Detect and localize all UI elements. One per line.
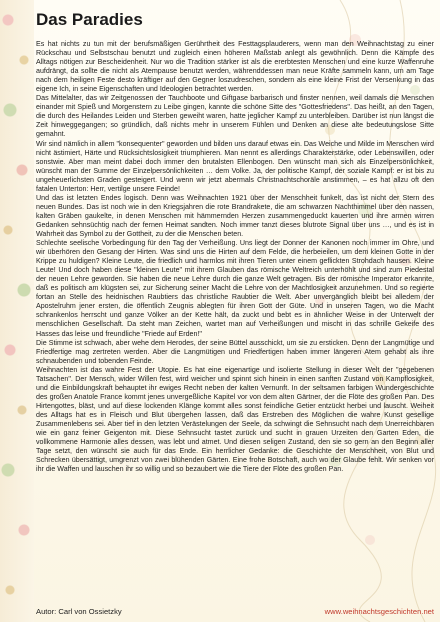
- paragraph-2: Das Mittelalter, das wir Zeitgenossen der Tauchboote und Giftgase barbarisch und finster nennen, weil damals die Menschen einander mit Spieß und Morgenstern zu Leibe gingen, kannte die schöne Sitte des "Gottesfriedens". Das heißt, an den Tagen, die durch des Heilandes Leiden und Sterben geweiht waren, hatte jeglicher Kampf zu unterbleiben. Darüber ist nun längst die Zeit hinweggegangen; so gründlich, daß nichts mehr in unserem Fühlen und Denken an diese alte bedeutungslose Sitte gemahnt.: [36, 94, 434, 139]
- paragraph-7: Weihnachten ist das wahre Fest der Utopie. Es hat eine eigenartige und isolierte Stellung in dieser Welt der "gegebenen Tatsachen". Der Mensch, wider Willen fest, wird weicher und spinnt sich hinein in einen sanften Zustand von Kampflosigkeit, und die Einbildungskraft behauptet ihr ewiges Recht neben der kalten Vernunft. In der seltsamen farbigen Wundergeschichte des großen Anatole France kommt jenes unvergeßliche Kapitel vor von dem alten Gärtner, der die Flöte des großen Pan. Des Hirtengottes, bläst, und auf diese lockenden Klänge kommt alles sonst feindliche Getier entzückt herbei und lauscht. Weiheit des Alltags hat es in Fleisch und Blut übergehen lassen, daß das Erstreben des Möglichen die wahre Kunst gesellige Zusammenlebens sei. Aber tief in den letzten Verästelungen der Seele, da schwingt die Sehnsucht nach dem Unerreichbaren wie ein ganz feiner Geigenton mit. Diese Sehnsucht tastet zurück und sucht in grauen Urzeiten den Garten Eden, die vollkommene Harmonie alles dessen, was lebt und atmet. Und diesen seligen Zustand, den sie so gern an den Beginn aller Tage setzt, den wünscht sie auch für das Ende. Ein herrlicher Gedanke: die Geschichte der Menschheit, von Blut und Schrecken übersättigt, umgrenzt von zwei blühenden Gärten. Eine frohe Botschaft, auch wo der Glaube fehlt. Wir senken vor ihr die Waffen und lauschen ihr so willig und so bezaubert wie die Tiere der Flöte des großen Pan.: [36, 365, 434, 474]
- paragraph-1: Es hat nichts zu tun mit der berufsmäßigen Gerührtheit des Festtagsplauderers, wenn man den Weihnachtstag zu einer Rückschau und Selbstschau benutzt und zugleich einen höheren Maßstab anlegt als gewöhnlich. Denn die Kämpfe des Alltags nötigen zur Bescheidenheit. Nur wo die Tradition stärker ist als die ererbtesten Menschen und eine kurze Waffenruhe aufdrängt, da sollte die nicht als Atempause benutzt werden, währenddessen man neue Kräfte sammeln kann, um am Tage nach dem heiligen Feste desto kräftiger auf den Gegner loszudreschen, sondern als eine kleine Frist der Versenkung in das eigene Ich, in seine Eigenschaften und Ideologien betrachtet werden.: [36, 40, 434, 94]
- website-link[interactable]: www.weihnachtsgeschichten.net: [324, 607, 434, 616]
- author-credit: Autor: Carl von Ossietzky: [36, 607, 122, 616]
- floral-border-left: [0, 0, 34, 622]
- paragraph-4: Und das ist letzten Endes logisch. Denn was Weihnachten 1921 über der Menschheit funkelt, das ist nicht der Stern des neuen Bundes. Das ist noch wie in den Kriegsjahren die rote Brandrakete, die am schwarzen Nachthimmel über den nassen, kalten Gräben gaukelte, in denen Menschen mit hämmernden Herzen zusammengeduckt kauerten und ihre armen wirren Gedanken sehnsüchtig nach der fernen Heimat sandten. Noch immer tanzt dieses blutrote Signal über uns …, und es ist in Wahrheit das Symbol zu der Gottheit, zu der die Menschen beten.: [36, 193, 434, 238]
- page-title: Das Paradies: [36, 10, 143, 29]
- paragraph-6: Die Stimme ist schwach, aber wehe dem Herodes, der seine Büttel ausschickt, um sie zu ersticken. Denn der Langmütige und Friedfertige mag zertreten werden. Aber die Langmütigen und Friedfertigen haben immer längeren Atem gehabt als ihre schnaubenden und tobenden Feinde.: [36, 338, 434, 365]
- paragraph-3: Wir sind nämlich in allem "konsequenter" geworden und bilden uns darauf etwas ein. Das Weiche und Milde im Menschen wird nicht ästimiert, Härte und Rücksichtslosigkeit triumphieren. Man nennt es allerdings Charakterstärke, oder Lebenswillen, oder sonstwie. Aber man meint dabei doch immer den brutalsten Ellenbogen. Den wünscht man sich als Einzelpersönlichkeit, wünscht man der Summe der Einzelpersönlichkeiten … dem Volke. Ja, der politische Kampf, der soziale Kampf: er ist bis zu ungeheuerlichsten Graden gesteigert. Und wenn wir jetzt abermals Christnachtschoräle anstimmen, – es hat allzu oft den fatalen Unterton: Herr, vertilge unsere Feinde!: [36, 139, 434, 193]
- document-content: [36, 10, 434, 622]
- story-body: [36, 40, 434, 474]
- paragraph-5: Schlechte seelische Vorbedingung für den Tag der Verheißung. Uns liegt der Donner der Kanonen noch immer im Ohre, und wir überhören den Gesang der Hirten. Was sind uns die Hirten auf dem Felde, die herbeieilen, um dem kleinen Gotte in der Krippe zu huldigen? Kleine Leute, die friedlich und harmlos mit ihren Tieren unter einem geflickten Strohdach hausen. Kleine Leute! Und doch haben diese "kleinen Leute" mit ihrem Glauben das römische Weltreich unterhöhlt und sind zum Piedestal der neuen Lehre geworden. Sie haben die neue Lehre durch die ganze Welt getragen. Bis der römische Imperator erkannte, daß es politisch am klügsten sei, zur Sicherung seiner Macht die Lehre von der Machtlosigkeit anzunehmen. Und so regierte fortan an Stelle des heidnischen Raubtiers das christliche Raubtier die Welt. Aber unvergänglich bleibt bei alledem der Apostelruhm jener ersten, die öffentlich Zeugnis ablegten für ihren Gott der Güte. Und in unseren Tagen, wo die Macht schrankenlos herrscht und ganze Völker an der Kette hält, da zuckt und bebt es in ähnlicher Weise in der Unterwelt der menschlichen Gesellschaft. Da steht man Zeichen, wartet man auf Verheißungen und mischt in das schrille Gekeife des Hasses das leise und freundliche "Friede auf Erden!": [36, 239, 434, 338]
